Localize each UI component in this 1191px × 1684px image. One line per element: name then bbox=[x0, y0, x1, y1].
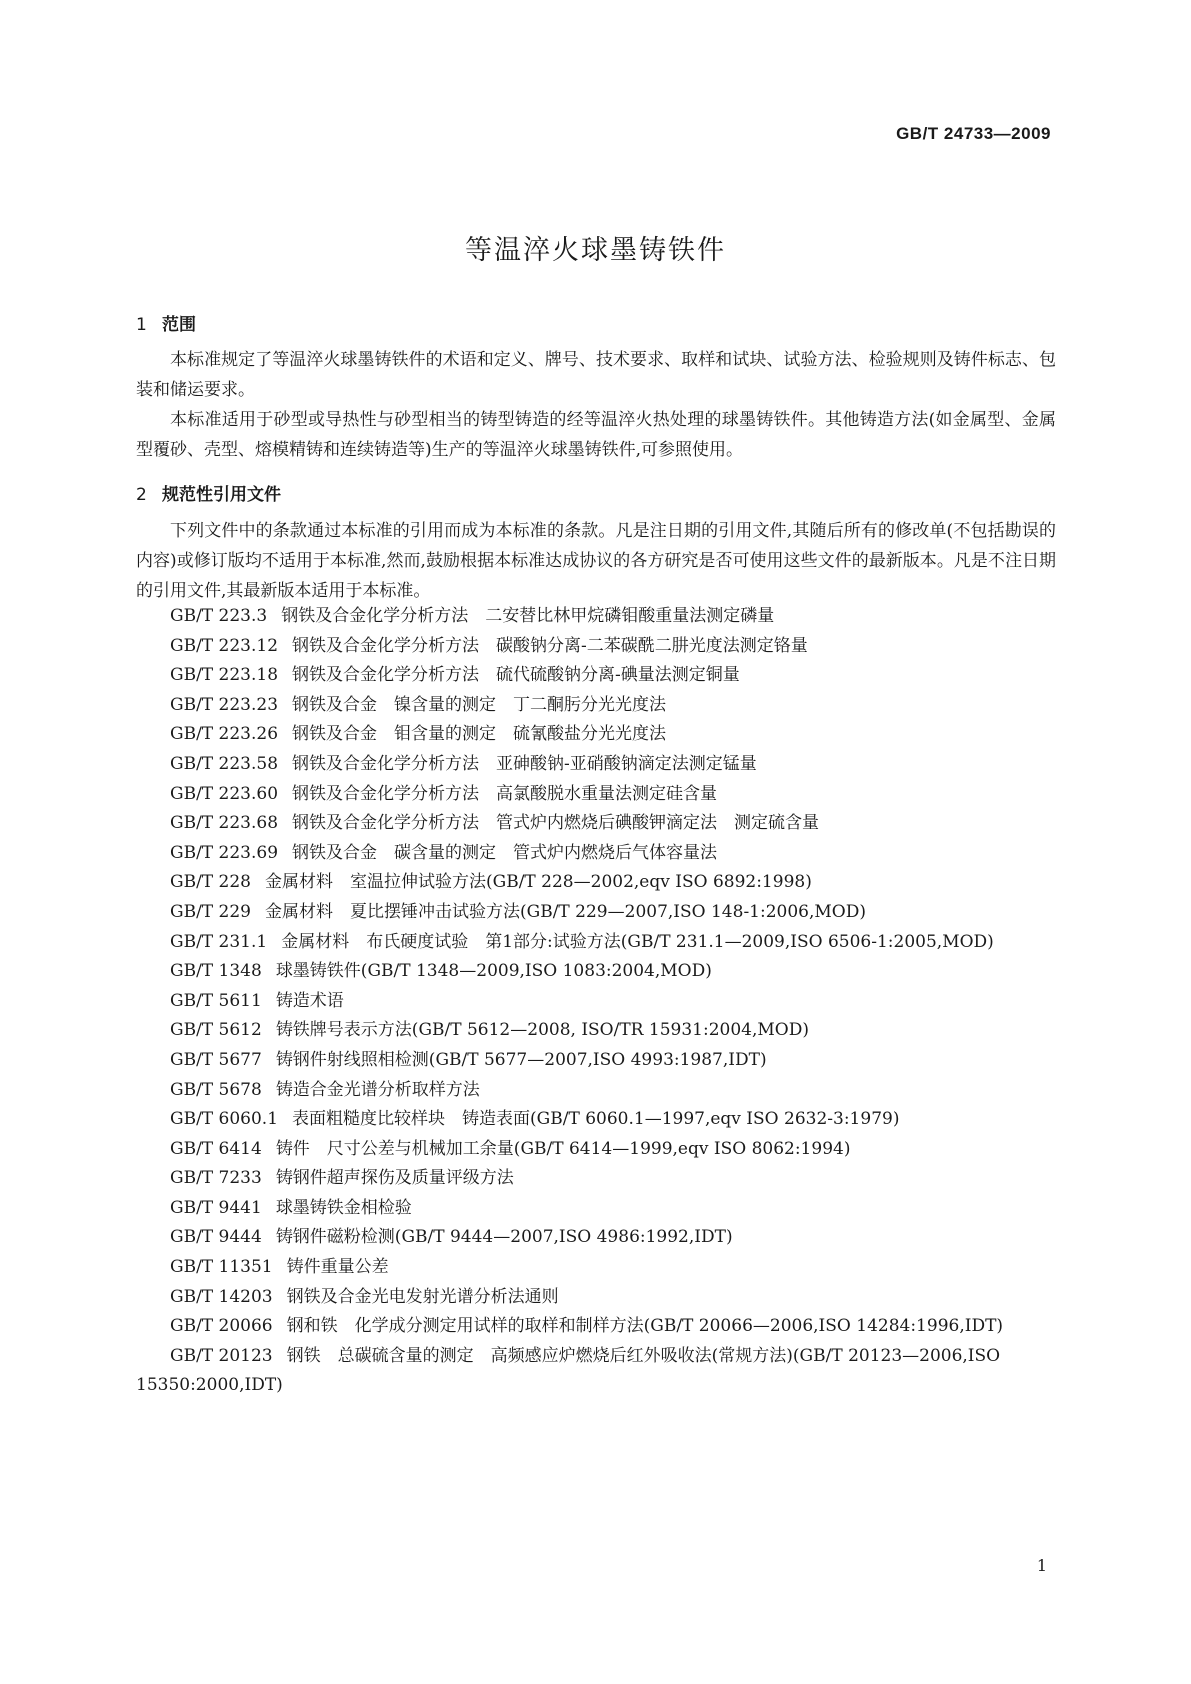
reference-item bbox=[136, 1342, 1056, 1401]
reference-code: GB/T 5612 bbox=[170, 1020, 262, 1041]
reference-list bbox=[136, 602, 1056, 1401]
reference-item bbox=[136, 987, 1056, 1017]
reference-item bbox=[136, 1164, 1056, 1194]
reference-code: GB/T 223.58 bbox=[170, 753, 279, 774]
reference-code: GB/T 223.68 bbox=[170, 813, 279, 834]
reference-item bbox=[136, 809, 1056, 839]
reference-code: GB/T 229 bbox=[170, 901, 251, 922]
reference-code: GB/T 223.12 bbox=[170, 635, 279, 656]
reference-item bbox=[136, 1105, 1056, 1135]
reference-item bbox=[136, 1046, 1056, 1076]
reference-code: GB/T 6414 bbox=[170, 1138, 262, 1159]
reference-code: GB/T 223.3 bbox=[170, 606, 268, 626]
reference-title: 钢铁及合金光电发射光谱分析法通则 bbox=[286, 1286, 559, 1307]
reference-code: GB/T 223.23 bbox=[170, 694, 279, 715]
references-intro bbox=[136, 516, 1056, 606]
reference-item bbox=[136, 720, 1056, 750]
section-heading-scope bbox=[136, 310, 196, 335]
document-title: 等温淬火球墨铸铁件 bbox=[465, 235, 726, 266]
reference-item bbox=[136, 928, 1056, 958]
reference-code: GB/T 11351 bbox=[170, 1257, 273, 1278]
reference-item bbox=[136, 1135, 1056, 1165]
reference-code: GB/T 5678 bbox=[170, 1079, 262, 1100]
reference-code: GB/T 9444 bbox=[170, 1227, 262, 1248]
reference-title: 铸件重量公差 bbox=[286, 1257, 389, 1278]
reference-title: 金属材料 室温拉伸试验方法(GB/T 228—2002,eqv ISO 6892:1998) bbox=[265, 872, 812, 893]
reference-title: 钢铁及合金 镍含量的测定 丁二酮肟分光光度法 bbox=[292, 694, 667, 715]
reference-code: GB/T 7233 bbox=[170, 1168, 262, 1189]
reference-title: 铸件 尺寸公差与机械加工余量(GB/T 6414—1999,eqv ISO 8062:1994) bbox=[275, 1138, 851, 1159]
reference-title: 铸造合金光谱分析取样方法 bbox=[275, 1079, 480, 1100]
reference-code: GB/T 1348 bbox=[170, 961, 262, 982]
reference-title: 表面粗糙度比较样块 铸造表面(GB/T 6060.1—1997,eqv ISO 2632-3:1979) bbox=[292, 1109, 900, 1130]
reference-code: GB/T 231.1 bbox=[170, 931, 268, 952]
reference-item bbox=[136, 868, 1056, 898]
reference-item bbox=[136, 1223, 1056, 1253]
reference-title: 金属材料 布氏硬度试验 第1部分:试验方法(GB/T 231.1—2009,ISO 6506-1:2005,MOD) bbox=[281, 931, 994, 952]
reference-code: GB/T 223.18 bbox=[170, 665, 279, 686]
page-number: 1 bbox=[1036, 1556, 1047, 1575]
reference-code: GB/T 228 bbox=[170, 872, 251, 893]
scope-body bbox=[136, 345, 1056, 465]
reference-code: GB/T 6060.1 bbox=[170, 1109, 279, 1130]
reference-item bbox=[136, 1253, 1056, 1283]
reference-item bbox=[136, 780, 1056, 810]
reference-code: GB/T 5677 bbox=[170, 1049, 262, 1070]
reference-code: GB/T 20066 bbox=[170, 1316, 273, 1337]
reference-title: 钢铁及合金化学分析方法 碳酸钠分离-二苯碳酰二肼光度法测定铬量 bbox=[292, 635, 808, 656]
reference-item bbox=[136, 602, 1056, 632]
reference-code: GB/T 223.60 bbox=[170, 783, 279, 804]
reference-item bbox=[136, 691, 1056, 721]
reference-code: GB/T 9441 bbox=[170, 1197, 262, 1218]
reference-title: 铸铁牌号表示方法(GB/T 5612—2008, ISO/TR 15931:2004,MOD) bbox=[275, 1020, 809, 1041]
reference-item bbox=[136, 1194, 1056, 1224]
reference-title: 铸钢件超声探伤及质量评级方法 bbox=[275, 1168, 514, 1189]
section-number: 2 bbox=[136, 485, 147, 505]
reference-item bbox=[136, 1076, 1056, 1106]
reference-title: 铸造术语 bbox=[275, 990, 344, 1011]
reference-title: 钢和铁 化学成分测定用试样的取样和制样方法(GB/T 20066—2006,ISO 14284:1996,IDT) bbox=[286, 1316, 1004, 1337]
section-title: 范围 bbox=[162, 315, 196, 335]
reference-item bbox=[136, 1312, 1056, 1342]
reference-item bbox=[136, 750, 1056, 780]
reference-code: GB/T 14203 bbox=[170, 1286, 273, 1307]
reference-item bbox=[136, 839, 1056, 869]
reference-item bbox=[136, 632, 1056, 662]
standard-code: GB/T 24733—2009 bbox=[896, 124, 1051, 143]
section-title: 规范性引用文件 bbox=[162, 485, 281, 505]
reference-item bbox=[136, 1016, 1056, 1046]
reference-item bbox=[136, 957, 1056, 987]
paragraph: 下列文件中的条款通过本标准的引用而成为本标准的条款。凡是注日期的引用文件,其随后所有的修改单(不包括勘误的内容)或修订版均不适用于本标准,然而,鼓励根据本标准达成协议的各方研究是否可使用这些文件的最新版本。凡是不注日期的引用文件,其最新版本适用于本标准。 bbox=[136, 521, 1056, 601]
reference-title: 钢铁及合金 钼含量的测定 硫氰酸盐分光光度法 bbox=[292, 724, 667, 745]
reference-item bbox=[136, 898, 1056, 928]
reference-title: 钢铁及合金化学分析方法 二安替比林甲烷磷钼酸重量法测定磷量 bbox=[281, 606, 775, 626]
section-heading-normative-references bbox=[136, 480, 281, 505]
reference-title: 铸钢件磁粉检测(GB/T 9444—2007,ISO 4986:1992,IDT) bbox=[275, 1227, 733, 1248]
reference-item bbox=[136, 1283, 1056, 1313]
reference-code: GB/T 5611 bbox=[170, 990, 262, 1011]
reference-code: GB/T 223.26 bbox=[170, 724, 279, 745]
reference-title: 球墨铸铁件(GB/T 1348—2009,ISO 1083:2004,MOD) bbox=[275, 961, 712, 982]
reference-code: GB/T 20123 bbox=[170, 1345, 273, 1366]
reference-code: GB/T 223.69 bbox=[170, 842, 279, 863]
reference-title: 铸钢件射线照相检测(GB/T 5677—2007,ISO 4993:1987,IDT) bbox=[275, 1049, 767, 1070]
paragraph: 本标准规定了等温淬火球墨铸铁件的术语和定义、牌号、技术要求、取样和试块、试验方法、检验规则及铸件标志、包装和储运要求。 bbox=[136, 350, 1056, 400]
reference-title: 钢铁及合金化学分析方法 硫代硫酸钠分离-碘量法测定铜量 bbox=[292, 665, 740, 686]
reference-title: 金属材料 夏比摆锤冲击试验方法(GB/T 229—2007,ISO 148-1:2006,MOD) bbox=[265, 901, 867, 922]
reference-title: 钢铁及合金化学分析方法 亚砷酸钠-亚硝酸钠滴定法测定锰量 bbox=[292, 753, 757, 774]
reference-item bbox=[136, 661, 1056, 691]
reference-title: 钢铁 总碳硫含量的测定 高频感应炉燃烧后红外吸收法(常规方法)(GB/T 20123—2006,ISO 15350:2000,IDT) bbox=[136, 1345, 1001, 1396]
reference-title: 钢铁及合金 碳含量的测定 管式炉内燃烧后气体容量法 bbox=[292, 842, 718, 863]
section-number: 1 bbox=[136, 315, 147, 335]
reference-title: 钢铁及合金化学分析方法 高氯酸脱水重量法测定硅含量 bbox=[292, 783, 718, 804]
reference-title: 钢铁及合金化学分析方法 管式炉内燃烧后碘酸钾滴定法 测定硫含量 bbox=[292, 813, 820, 834]
paragraph: 本标准适用于砂型或导热性与砂型相当的铸型铸造的经等温淬火热处理的球墨铸铁件。其他铸造方法(如金属型、金属型覆砂、壳型、熔模精铸和连续铸造等)生产的等温淬火球墨铸铁件,可参照使用。 bbox=[136, 410, 1056, 460]
reference-title: 球墨铸铁金相检验 bbox=[275, 1197, 412, 1218]
